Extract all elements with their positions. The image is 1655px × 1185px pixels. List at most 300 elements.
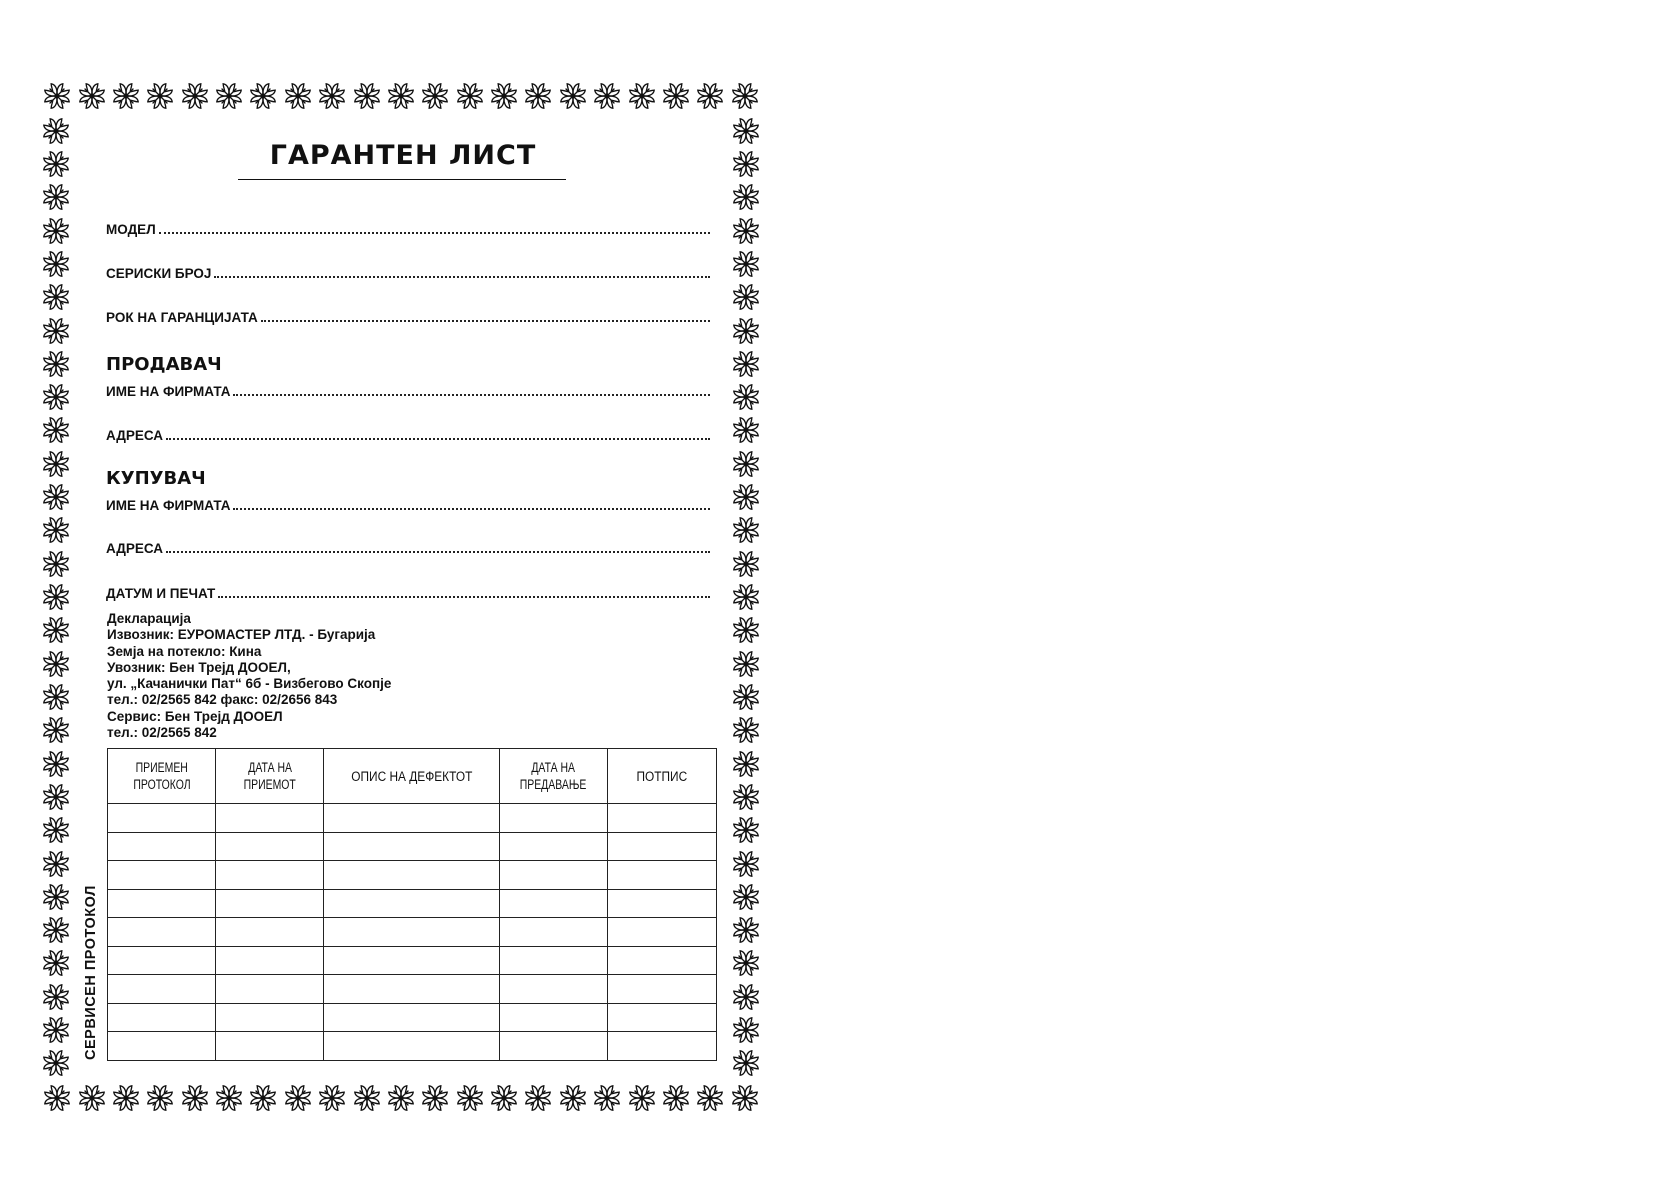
floral-ornament-icon	[731, 515, 761, 545]
ornament-cell	[315, 80, 349, 112]
ornament-cell	[590, 1082, 624, 1114]
field-serial-number-line[interactable]	[214, 276, 710, 278]
table-cell[interactable]	[500, 918, 608, 947]
floral-ornament-icon	[41, 849, 71, 879]
ornament-cell	[40, 1013, 72, 1046]
table-cell[interactable]	[500, 1003, 608, 1032]
floral-ornament-icon	[523, 1083, 553, 1113]
ornament-cell	[693, 80, 727, 112]
floral-ornament-icon	[41, 948, 71, 978]
floral-ornament-icon	[731, 1048, 761, 1078]
floral-ornament-icon	[731, 216, 761, 246]
ornament-cell	[556, 80, 590, 112]
table-cell[interactable]	[216, 918, 324, 947]
floral-ornament-icon	[41, 349, 71, 379]
ornament-cell	[730, 181, 762, 214]
border-top	[40, 80, 762, 112]
table-row	[108, 832, 717, 861]
floral-ornament-icon	[77, 81, 107, 111]
floral-ornament-icon	[731, 415, 761, 445]
floral-ornament-icon	[214, 1083, 244, 1113]
floral-ornament-icon	[731, 749, 761, 779]
ornament-cell	[624, 80, 658, 112]
table-row	[108, 861, 717, 890]
floral-ornament-icon	[111, 1083, 141, 1113]
table-cell[interactable]	[324, 832, 500, 861]
floral-ornament-icon	[731, 715, 761, 745]
ornament-cell	[40, 80, 74, 112]
ornament-cell	[74, 1082, 108, 1114]
border-left	[40, 114, 72, 1080]
ornament-cell	[730, 714, 762, 747]
floral-ornament-icon	[731, 649, 761, 679]
ornament-cell	[40, 281, 72, 314]
table-cell[interactable]	[324, 946, 500, 975]
ornament-cell	[730, 847, 762, 880]
floral-ornament-icon	[695, 1083, 725, 1113]
ornament-cell	[730, 1013, 762, 1046]
field-buyer-address-label: АДРЕСА	[106, 541, 164, 556]
floral-ornament-icon	[41, 682, 71, 712]
floral-ornament-icon	[731, 582, 761, 612]
table-cell[interactable]	[608, 861, 717, 890]
table-cell[interactable]	[216, 832, 324, 861]
floral-ornament-icon	[661, 81, 691, 111]
ornament-cell	[40, 1047, 72, 1080]
declaration-line: Извозник: ЕУРОМАСТЕР ЛТД. - Бугарија	[107, 627, 376, 643]
floral-ornament-icon	[386, 81, 416, 111]
floral-ornament-icon	[41, 415, 71, 445]
field-buyer-address-line[interactable]	[166, 551, 710, 553]
floral-ornament-icon	[77, 1083, 107, 1113]
floral-ornament-icon	[283, 81, 313, 111]
buyer-heading: КУПУВАЧ	[106, 468, 206, 489]
field-model[interactable]	[106, 222, 710, 237]
floral-ornament-icon	[731, 249, 761, 279]
floral-ornament-icon	[42, 81, 72, 111]
ornament-cell	[246, 80, 280, 112]
floral-ornament-icon	[111, 81, 141, 111]
ornament-cell	[40, 514, 72, 547]
floral-ornament-icon	[731, 282, 761, 312]
table-cell[interactable]	[216, 861, 324, 890]
floral-ornament-icon	[731, 815, 761, 845]
floral-ornament-icon	[523, 81, 553, 111]
ornament-cell	[40, 780, 72, 813]
ornament-cell	[212, 80, 246, 112]
ornament-cell	[730, 114, 762, 147]
ornament-cell	[730, 880, 762, 913]
ornament-cell	[659, 80, 693, 112]
ornament-cell	[40, 480, 72, 513]
table-cell[interactable]	[324, 861, 500, 890]
field-seller-address-label: АДРЕСА	[106, 428, 164, 443]
field-buyer-address[interactable]	[106, 541, 710, 556]
ornament-cell	[143, 1082, 177, 1114]
ornament-cell	[40, 1082, 74, 1114]
ornament-cell	[730, 580, 762, 613]
table-cell[interactable]	[500, 1032, 608, 1061]
floral-ornament-icon	[489, 1083, 519, 1113]
ornament-cell	[40, 680, 72, 713]
table-row	[108, 946, 717, 975]
floral-ornament-icon	[731, 549, 761, 579]
floral-ornament-icon	[592, 81, 622, 111]
ornament-cell	[109, 80, 143, 112]
ornament-cell	[624, 1082, 658, 1114]
ornament-cell	[730, 547, 762, 580]
table-cell[interactable]	[324, 1003, 500, 1032]
header-received-protocol: ПРИЕМЕН ПРОТОКОЛ	[108, 749, 216, 804]
floral-ornament-icon	[420, 81, 450, 111]
floral-ornament-icon	[41, 549, 71, 579]
floral-ornament-icon	[731, 349, 761, 379]
ornament-cell	[730, 514, 762, 547]
border-bottom	[40, 1082, 762, 1114]
field-warranty-period[interactable]	[106, 310, 710, 325]
ornament-cell	[212, 1082, 246, 1114]
ornament-cell	[40, 614, 72, 647]
declaration-line: Увозник: Бен Трејд ДООЕЛ,	[107, 659, 291, 675]
ornament-cell	[40, 247, 72, 280]
floral-ornament-icon	[41, 649, 71, 679]
floral-ornament-icon	[214, 81, 244, 111]
floral-ornament-icon	[41, 882, 71, 912]
field-serial-number[interactable]	[106, 266, 710, 281]
ornament-cell	[40, 980, 72, 1013]
floral-ornament-icon	[41, 182, 71, 212]
floral-ornament-icon	[41, 316, 71, 346]
floral-ornament-icon	[180, 1083, 210, 1113]
floral-ornament-icon	[731, 116, 761, 146]
table-cell[interactable]	[608, 946, 717, 975]
table-cell[interactable]	[108, 975, 216, 1004]
table-cell[interactable]	[324, 918, 500, 947]
ornament-cell	[281, 1082, 315, 1114]
header-handover-date: ДАТА НА ПРЕДАВАЊЕ	[500, 749, 608, 804]
field-seller-company-label: ИМЕ НА ФИРМАТА	[106, 384, 231, 399]
field-seller-company[interactable]	[106, 384, 710, 399]
floral-ornament-icon	[731, 948, 761, 978]
ornament-cell	[487, 1082, 521, 1114]
floral-ornament-icon	[317, 81, 347, 111]
ornament-cell	[40, 414, 72, 447]
floral-ornament-icon	[317, 1083, 347, 1113]
ornament-cell	[730, 680, 762, 713]
floral-ornament-icon	[42, 1083, 72, 1113]
ornament-cell	[659, 1082, 693, 1114]
ornament-cell	[40, 214, 72, 247]
ornament-cell	[521, 1082, 555, 1114]
table-cell[interactable]	[324, 804, 500, 833]
floral-ornament-icon	[386, 1083, 416, 1113]
ornament-cell	[556, 1082, 590, 1114]
floral-ornament-icon	[41, 116, 71, 146]
title-underline	[238, 179, 566, 180]
ornament-cell	[453, 1082, 487, 1114]
field-buyer-company-line[interactable]	[233, 508, 710, 510]
ornament-cell	[315, 1082, 349, 1114]
ornament-cell	[40, 547, 72, 580]
table-cell[interactable]	[608, 1003, 717, 1032]
ornament-cell	[730, 1047, 762, 1080]
floral-ornament-icon	[731, 615, 761, 645]
table-row	[108, 889, 717, 918]
floral-ornament-icon	[455, 81, 485, 111]
ornament-cell	[40, 447, 72, 480]
ornament-cell	[40, 347, 72, 380]
declaration-line: тел.: 02/2565 842 факс: 02/2656 843	[107, 692, 338, 708]
floral-ornament-icon	[41, 582, 71, 612]
table-cell[interactable]	[608, 832, 717, 861]
ornament-cell	[178, 1082, 212, 1114]
ornament-cell	[453, 80, 487, 112]
ornament-cell	[349, 80, 383, 112]
ornament-cell	[40, 314, 72, 347]
ornament-cell	[730, 814, 762, 847]
table-cell[interactable]	[216, 946, 324, 975]
floral-ornament-icon	[41, 149, 71, 179]
ornament-cell	[418, 80, 452, 112]
document-title: ГАРАНТЕН ЛИСТ	[269, 140, 537, 171]
floral-ornament-icon	[145, 1083, 175, 1113]
ornament-cell	[40, 647, 72, 680]
header-receipt-date: ДАТА НА ПРИЕМОТ	[216, 749, 324, 804]
floral-ornament-icon	[661, 1083, 691, 1113]
table-cell[interactable]	[108, 861, 216, 890]
table-cell[interactable]	[324, 889, 500, 918]
ornament-cell	[74, 80, 108, 112]
table-cell[interactable]	[608, 918, 717, 947]
floral-ornament-icon	[731, 982, 761, 1012]
ornament-cell	[730, 914, 762, 947]
floral-ornament-icon	[695, 81, 725, 111]
floral-ornament-icon	[592, 1083, 622, 1113]
floral-ornament-icon	[731, 182, 761, 212]
table-cell[interactable]	[216, 1032, 324, 1061]
floral-ornament-icon	[489, 81, 519, 111]
ornament-cell	[40, 381, 72, 414]
floral-ornament-icon	[731, 915, 761, 945]
field-seller-address[interactable]	[106, 428, 710, 443]
floral-ornament-icon	[352, 1083, 382, 1113]
service-protocol-table	[107, 748, 717, 1061]
table-cell[interactable]	[108, 1032, 216, 1061]
floral-ornament-icon	[731, 882, 761, 912]
border-right	[730, 114, 762, 1080]
declaration-line: Земја на потекло: Кина	[107, 643, 262, 659]
ornament-cell	[40, 714, 72, 747]
floral-ornament-icon	[41, 982, 71, 1012]
ornament-cell	[728, 1082, 762, 1114]
floral-ornament-icon	[558, 1083, 588, 1113]
declaration-line: Декларација	[107, 611, 191, 626]
ornament-cell	[40, 914, 72, 947]
table-cell[interactable]	[108, 1003, 216, 1032]
floral-ornament-icon	[731, 482, 761, 512]
floral-ornament-icon	[248, 1083, 278, 1113]
table-cell[interactable]	[608, 975, 717, 1004]
table-cell[interactable]	[108, 946, 216, 975]
ornament-cell	[730, 480, 762, 513]
ornament-cell	[40, 880, 72, 913]
declaration-line: ул. „Качанички Пат“ 6б - Визбегово Скопје	[107, 676, 392, 692]
service-protocol-vertical-label: СЕРВИСЕН ПРОТОКОЛ	[83, 885, 99, 1060]
ornament-cell	[40, 147, 72, 180]
ornament-cell	[730, 214, 762, 247]
ornament-cell	[730, 247, 762, 280]
ornament-cell	[730, 281, 762, 314]
ornament-cell	[590, 80, 624, 112]
ornament-cell	[730, 647, 762, 680]
ornament-cell	[40, 814, 72, 847]
floral-ornament-icon	[627, 1083, 657, 1113]
floral-ornament-icon	[41, 216, 71, 246]
ornament-cell	[281, 80, 315, 112]
field-warranty-period-line[interactable]	[261, 320, 710, 322]
field-date-stamp-label: ДАТУМ И ПЕЧАТ	[106, 586, 216, 601]
ornament-cell	[418, 1082, 452, 1114]
table-row	[108, 804, 717, 833]
table-row	[108, 1003, 717, 1032]
floral-ornament-icon	[731, 782, 761, 812]
seller-heading: ПРОДАВАЧ	[106, 354, 222, 375]
field-seller-address-line[interactable]	[166, 438, 710, 440]
table-cell[interactable]	[108, 832, 216, 861]
ornament-cell	[487, 80, 521, 112]
floral-ornament-icon	[41, 915, 71, 945]
ornament-cell	[143, 80, 177, 112]
ornament-cell	[40, 580, 72, 613]
ornament-cell	[40, 747, 72, 780]
ornament-cell	[730, 314, 762, 347]
ornament-cell	[521, 80, 555, 112]
ornament-cell	[730, 947, 762, 980]
floral-ornament-icon	[731, 449, 761, 479]
floral-ornament-icon	[41, 615, 71, 645]
ornament-cell	[730, 447, 762, 480]
table-cell[interactable]	[216, 1003, 324, 1032]
table-row	[108, 1032, 717, 1061]
floral-ornament-icon	[420, 1083, 450, 1113]
ornament-cell	[246, 1082, 280, 1114]
field-warranty-period-label: РОК НА ГАРАНЦИЈАТА	[106, 310, 258, 325]
field-serial-number-label: СЕРИСКИ БРОЈ	[106, 266, 212, 281]
field-date-stamp[interactable]	[106, 586, 710, 601]
floral-ornament-icon	[41, 249, 71, 279]
ornament-cell	[40, 114, 72, 147]
field-buyer-company-label: ИМЕ НА ФИРМАТА	[106, 498, 231, 513]
ornament-cell	[109, 1082, 143, 1114]
table-header-row	[108, 749, 717, 804]
ornament-cell	[178, 80, 212, 112]
ornament-cell	[730, 414, 762, 447]
field-buyer-company[interactable]	[106, 498, 710, 513]
floral-ornament-icon	[41, 749, 71, 779]
floral-ornament-icon	[731, 316, 761, 346]
floral-ornament-icon	[731, 1015, 761, 1045]
table-row	[108, 975, 717, 1004]
table-cell[interactable]	[500, 889, 608, 918]
table-cell[interactable]	[500, 861, 608, 890]
floral-ornament-icon	[730, 81, 760, 111]
floral-ornament-icon	[41, 282, 71, 312]
table-cell[interactable]	[500, 804, 608, 833]
floral-ornament-icon	[731, 849, 761, 879]
floral-ornament-icon	[283, 1083, 313, 1113]
floral-ornament-icon	[41, 1015, 71, 1045]
floral-ornament-icon	[730, 1083, 760, 1113]
field-date-stamp-line[interactable]	[218, 596, 710, 598]
ornament-cell	[730, 381, 762, 414]
ornament-cell	[730, 347, 762, 380]
floral-ornament-icon	[627, 81, 657, 111]
ornament-cell	[730, 614, 762, 647]
table-cell[interactable]	[216, 975, 324, 1004]
declaration-block	[107, 611, 391, 741]
floral-ornament-icon	[731, 149, 761, 179]
table-cell[interactable]	[608, 1032, 717, 1061]
table-cell[interactable]	[108, 804, 216, 833]
table-cell[interactable]	[324, 975, 500, 1004]
table-cell[interactable]	[108, 889, 216, 918]
floral-ornament-icon	[41, 782, 71, 812]
table-cell[interactable]	[500, 975, 608, 1004]
floral-ornament-icon	[248, 81, 278, 111]
ornament-cell	[384, 1082, 418, 1114]
floral-ornament-icon	[41, 1048, 71, 1078]
floral-ornament-icon	[145, 81, 175, 111]
ornament-cell	[730, 980, 762, 1013]
ornament-cell	[40, 181, 72, 214]
ornament-cell	[730, 147, 762, 180]
floral-ornament-icon	[352, 81, 382, 111]
floral-ornament-icon	[731, 682, 761, 712]
table-cell[interactable]	[216, 804, 324, 833]
floral-ornament-icon	[41, 449, 71, 479]
ornament-cell	[384, 80, 418, 112]
declaration-line: тел.: 02/2565 842	[107, 725, 217, 741]
table-cell[interactable]	[500, 946, 608, 975]
table-cell[interactable]	[608, 889, 717, 918]
field-model-label: МОДЕЛ	[106, 222, 156, 237]
declaration-line: Сервис: Бен Трејд ДООЕЛ	[107, 708, 283, 724]
header-defect-description: ОПИС НА ДЕФЕКТОТ	[324, 749, 500, 804]
header-signature: ПОТПИС	[608, 749, 717, 804]
ornament-cell	[730, 747, 762, 780]
ornament-cell	[349, 1082, 383, 1114]
table-cell[interactable]	[216, 889, 324, 918]
ornament-cell	[40, 947, 72, 980]
ornament-cell	[730, 780, 762, 813]
field-model-line[interactable]	[159, 232, 710, 234]
table-cell[interactable]	[500, 832, 608, 861]
floral-ornament-icon	[41, 515, 71, 545]
floral-ornament-icon	[41, 382, 71, 412]
table-cell[interactable]	[108, 918, 216, 947]
floral-ornament-icon	[41, 482, 71, 512]
floral-ornament-icon	[731, 382, 761, 412]
field-seller-company-line[interactable]	[233, 394, 710, 396]
table-cell[interactable]	[324, 1032, 500, 1061]
floral-ornament-icon	[180, 81, 210, 111]
ornament-cell	[728, 80, 762, 112]
floral-ornament-icon	[41, 715, 71, 745]
floral-ornament-icon	[455, 1083, 485, 1113]
floral-ornament-icon	[41, 815, 71, 845]
floral-ornament-icon	[558, 81, 588, 111]
table-cell[interactable]	[608, 804, 717, 833]
